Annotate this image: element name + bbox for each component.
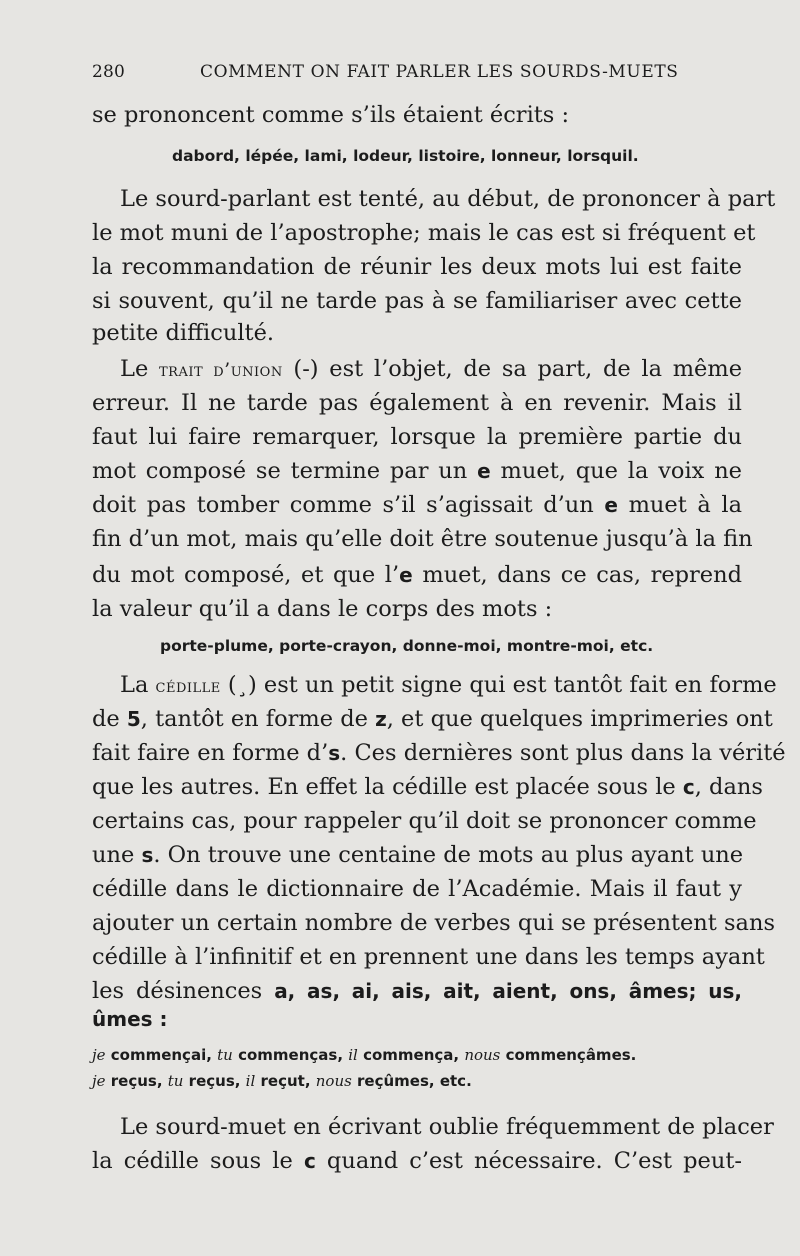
text-line: erreur. Il ne tarde pas également à en revenir. Mais il [92,390,742,416]
text-line: ajouter un certain nombre de verbes qui se présentent sans [92,910,775,936]
text-run: que les autres. En effet la cédille est placée sous le [92,774,676,800]
endings-list: ûmes : [92,1007,168,1031]
running-head: COMMENT ON FAIT PARLER LES SOURDS-MUETS [200,62,679,82]
text-run: , dans [694,774,763,800]
verb-form: reçut, [255,1072,316,1090]
page-header [92,62,732,86]
example-commencer [92,1046,692,1064]
text-line: le mot muni de l’apostrophe; mais le cas est si fréquent et [92,220,756,246]
text-line [92,704,773,734]
pronoun: il [348,1046,358,1064]
text-run: . On trouve une centaine de mots au plus ayant une [153,842,744,868]
text-line: Le sourd-parlant est tenté, au début, de prononcer à part [120,186,776,212]
text-run: quand c’est nécessaire. C’est peut- [326,1148,743,1174]
text-run: , et que quelques imprimeries ont [386,706,773,732]
pronoun: il [245,1072,256,1090]
text-line: faut lui faire remarquer, lorsque la première partie du [92,424,742,450]
example-compounds: porte-plume, porte-crayon, donne-moi, montre-moi, etc. [160,637,654,655]
text-line: Le sourd-muet en écrivant oublie fréquemment de placer [120,1114,774,1140]
text-line: certains cas, pour rappeler qu’il doit se prononcer comme [92,808,757,834]
text-run: du mot composé, et que l’ [92,562,400,588]
text-run: muet à la [628,492,742,518]
text-line [92,560,742,590]
letter-e: e [399,563,413,587]
text-run: fait faire en forme d’ [92,740,329,766]
text-run: de [92,706,120,732]
text-run: (-) est l’objet, de sa part, de la même [293,356,743,382]
text-line: fin d’un mot, mais qu’elle doit être soutenue jusqu’à la fin [92,526,753,552]
text-run: Le [120,356,149,382]
letter-five: 5 [126,707,141,731]
text-run: mot composé se termine par un [92,458,468,484]
text-line [92,738,786,768]
text-line [120,670,777,701]
text-line [92,772,763,802]
letter-e: e [477,459,491,483]
text-line [92,456,742,486]
text-line: cédille dans le dictionnaire de l’Académie. Mais il faut y [92,876,742,902]
pronoun: tu [217,1046,233,1064]
pronoun: je [92,1072,106,1090]
endings-list: a, as, ai, ais, ait, aient, ons, âmes; us, [274,979,742,1003]
verb-form: reçus, [105,1072,168,1090]
text-run: . Ces dernières sont plus dans la vérité [340,740,786,766]
text-line: petite difficulté. [92,320,275,346]
text-run: est un petit signe qui est tantôt fait en forme [263,672,777,698]
text-run: muet, dans ce cas, reprend [422,562,743,588]
text-line: si souvent, qu’il ne tarde pas à se familiariser avec cette [92,288,742,314]
letter-e: e [604,493,618,517]
text-run: la cédille sous le [92,1148,293,1174]
text-run: muet, que la voix ne [500,458,742,484]
text-line [92,1146,742,1176]
verb-form: reçûmes, etc. [351,1072,472,1090]
text-line [120,354,742,385]
text-line [92,490,742,520]
pronoun: nous [464,1046,501,1064]
pronoun: nous [315,1072,352,1090]
text-line: la recommandation de réunir les deux mots lui est faite [92,254,742,280]
page-number: 280 [92,62,126,82]
text-line: cédille à l’infinitif et en prennent une dans les temps ayant [92,944,765,970]
text-run: La [120,672,149,698]
verb-form: reçus, [183,1072,246,1090]
verb-form: commenças, [232,1046,349,1064]
letter-z: z [375,707,387,731]
letter-c: c [303,1149,316,1173]
text-line: la valeur qu’il a dans le corps des mots : [92,596,553,622]
term-trait-union: trait d’union [158,359,283,381]
verb-form: commença, [357,1046,465,1064]
text-run: , tantôt en forme de [140,706,368,732]
text-run: doit pas tomber comme s’il s’agissait d’un [92,492,594,518]
pronoun: je [92,1046,106,1064]
text-run: une [92,842,135,868]
text-run: les désinences [92,978,263,1004]
example-elision: dabord, lépée, lami, lodeur, listoire, lonneur, lorsquil. [172,147,639,165]
verb-form: commençâmes. [500,1046,637,1064]
letter-s: s [141,843,154,867]
text-line [92,840,742,870]
letter-s: s [328,741,341,765]
term-cedille: cédille [155,675,221,697]
text-line [92,1004,742,1034]
verb-form: commençai, [105,1046,218,1064]
text-line: se prononcent comme s’ils étaient écrits : [92,102,570,128]
text-line [92,976,742,1006]
letter-c: c [682,775,695,799]
cedilla-sign: (¸) [227,672,257,698]
example-recevoir [92,1072,692,1090]
pronoun: tu [167,1072,184,1090]
